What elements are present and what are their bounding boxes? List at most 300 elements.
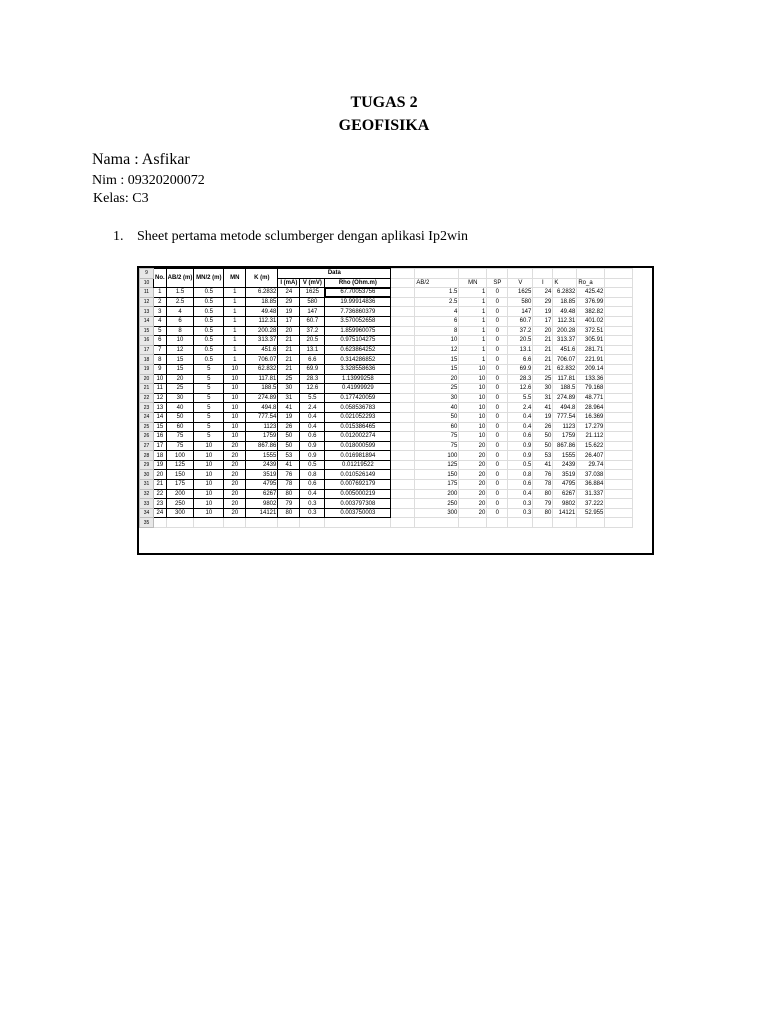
cell-mn[interactable]: 1 [224,336,246,346]
cell-mn2[interactable]: 5 [194,403,224,413]
cell-ab2[interactable]: 12 [166,345,194,355]
right-cell-mn[interactable]: 1 [459,297,487,307]
cell-i[interactable]: 53 [278,451,300,461]
cell-mn[interactable]: 10 [224,364,246,374]
right-cell-i[interactable]: 29 [533,297,553,307]
right-cell-sp[interactable]: 0 [487,288,508,298]
right-cell-v[interactable]: 12.6 [508,384,533,394]
cell-mn[interactable]: 20 [224,480,246,490]
cell-rho[interactable]: 0.975104275 [325,336,391,346]
cell-v[interactable]: 2.4 [300,403,325,413]
right-cell-sp[interactable]: 0 [487,316,508,326]
cell-mn[interactable]: 10 [224,384,246,394]
cell-no[interactable]: 18 [154,451,167,461]
right-cell-mn[interactable]: 10 [459,412,487,422]
cell-k[interactable]: 1555 [246,451,278,461]
cell-k[interactable]: 6267 [246,489,278,499]
cell-k[interactable]: 3519 [246,470,278,480]
right-cell-i[interactable]: 30 [533,384,553,394]
right-cell-i[interactable]: 26 [533,422,553,432]
right-cell-v[interactable]: 13.1 [508,345,533,355]
right-cell-v[interactable]: 1625 [508,288,533,298]
cell-ab2[interactable]: 30 [166,393,194,403]
right-cell-ab2[interactable]: 15 [415,355,459,365]
right-cell-sp[interactable]: 0 [487,451,508,461]
cell-ab2[interactable]: 8 [166,326,194,336]
right-cell-mn[interactable]: 20 [459,451,487,461]
right-cell-roa[interactable]: 401.02 [577,316,605,326]
cell-ab2[interactable]: 100 [166,451,194,461]
right-cell-ab2[interactable]: 100 [415,451,459,461]
right-cell-roa[interactable]: 133.36 [577,374,605,384]
right-cell-roa[interactable]: 28.964 [577,403,605,413]
right-cell-mn[interactable]: 10 [459,364,487,374]
cell-i[interactable]: 78 [278,480,300,490]
right-cell-sp[interactable]: 0 [487,326,508,336]
right-cell-ab2[interactable]: 8 [415,326,459,336]
cell-no[interactable]: 5 [154,326,167,336]
cell-rho[interactable]: 0.003797308 [325,499,391,509]
right-cell-v[interactable]: 0.3 [508,499,533,509]
cell-no[interactable]: 20 [154,470,167,480]
right-cell-roa[interactable]: 376.99 [577,297,605,307]
right-cell-roa[interactable]: 15.622 [577,441,605,451]
cell-no[interactable]: 12 [154,393,167,403]
cell-no[interactable]: 8 [154,355,167,365]
right-cell-ab2[interactable]: 125 [415,460,459,470]
right-cell-mn[interactable]: 10 [459,403,487,413]
cell-mn2[interactable]: 0.5 [194,355,224,365]
right-cell-roa[interactable]: 29.74 [577,460,605,470]
cell-mn[interactable]: 20 [224,441,246,451]
right-cell-v[interactable]: 580 [508,297,533,307]
right-cell-v[interactable]: 0.4 [508,489,533,499]
right-cell-k[interactable]: 1759 [553,432,577,442]
cell-ab2[interactable]: 75 [166,441,194,451]
right-cell-v[interactable]: 37.2 [508,326,533,336]
cell-rho[interactable]: 0.177420059 [325,393,391,403]
right-cell-i[interactable]: 21 [533,336,553,346]
right-cell-ab2[interactable]: 150 [415,470,459,480]
cell-no[interactable]: 17 [154,441,167,451]
cell-ab2[interactable]: 4 [166,307,194,317]
cell-no[interactable]: 22 [154,489,167,499]
cell-mn[interactable]: 10 [224,403,246,413]
cell-mn[interactable]: 10 [224,393,246,403]
cell-mn2[interactable]: 10 [194,441,224,451]
right-cell-roa[interactable]: 209.14 [577,364,605,374]
cell-mn2[interactable]: 5 [194,374,224,384]
cell-v[interactable]: 5.5 [300,393,325,403]
cell-rho[interactable]: 0.012002274 [325,432,391,442]
right-cell-sp[interactable]: 0 [487,470,508,480]
cell-v[interactable]: 0.8 [300,470,325,480]
cell-ab2[interactable]: 60 [166,422,194,432]
cell-rho[interactable]: 0.007692179 [325,480,391,490]
cell-mn2[interactable]: 0.5 [194,316,224,326]
right-cell-sp[interactable]: 0 [487,441,508,451]
right-cell-i[interactable]: 19 [533,412,553,422]
cell-mn2[interactable]: 0.5 [194,345,224,355]
cell-no[interactable]: 2 [154,297,167,307]
cell-mn[interactable]: 1 [224,307,246,317]
cell-i[interactable]: 17 [278,316,300,326]
right-cell-sp[interactable]: 0 [487,432,508,442]
cell-mn[interactable]: 20 [224,470,246,480]
right-cell-roa[interactable]: 52.955 [577,508,605,518]
cell-mn[interactable]: 10 [224,422,246,432]
right-cell-roa[interactable]: 16.369 [577,412,605,422]
right-cell-ab2[interactable]: 300 [415,508,459,518]
right-cell-roa[interactable]: 48.771 [577,393,605,403]
right-cell-sp[interactable]: 0 [487,422,508,432]
right-cell-v[interactable]: 0.5 [508,460,533,470]
cell-mn[interactable]: 20 [224,489,246,499]
right-cell-roa[interactable]: 382.82 [577,307,605,317]
right-cell-k[interactable]: 62.832 [553,364,577,374]
cell-i[interactable]: 80 [278,508,300,518]
cell-k[interactable]: 451.6 [246,345,278,355]
cell-no[interactable]: 7 [154,345,167,355]
cell-rho[interactable]: 0.010526149 [325,470,391,480]
cell-no[interactable]: 13 [154,403,167,413]
right-cell-roa[interactable]: 21.112 [577,432,605,442]
right-cell-ab2[interactable]: 75 [415,441,459,451]
cell-v[interactable]: 13.1 [300,345,325,355]
cell-ab2[interactable]: 1.5 [166,288,194,298]
cell-rho[interactable]: 0.058536783 [325,403,391,413]
right-cell-i[interactable]: 80 [533,489,553,499]
cell-i[interactable]: 41 [278,403,300,413]
cell-ab2[interactable]: 20 [166,374,194,384]
right-cell-ab2[interactable]: 6 [415,316,459,326]
cell-ab2[interactable]: 15 [166,355,194,365]
cell-ab2[interactable]: 300 [166,508,194,518]
cell-no[interactable]: 1 [154,288,167,298]
cell-k[interactable]: 200.28 [246,326,278,336]
right-cell-sp[interactable]: 0 [487,297,508,307]
right-cell-k[interactable]: 6267 [553,489,577,499]
right-cell-sp[interactable]: 0 [487,460,508,470]
right-cell-mn[interactable]: 10 [459,393,487,403]
right-cell-ab2[interactable]: 75 [415,432,459,442]
right-cell-v[interactable]: 0.4 [508,412,533,422]
right-cell-mn[interactable]: 20 [459,441,487,451]
right-cell-i[interactable]: 78 [533,480,553,490]
right-cell-sp[interactable]: 0 [487,345,508,355]
right-cell-v[interactable]: 147 [508,307,533,317]
right-cell-k[interactable]: 313.37 [553,336,577,346]
right-cell-sp[interactable]: 0 [487,412,508,422]
cell-rho[interactable]: 0.01219522 [325,460,391,470]
right-cell-sp[interactable]: 0 [487,355,508,365]
right-cell-i[interactable]: 17 [533,316,553,326]
right-cell-ab2[interactable]: 4 [415,307,459,317]
cell-ab2[interactable]: 200 [166,489,194,499]
cell-mn2[interactable]: 10 [194,451,224,461]
right-cell-roa[interactable]: 305.91 [577,336,605,346]
right-cell-v[interactable]: 20.5 [508,336,533,346]
cell-i[interactable]: 21 [278,336,300,346]
cell-no[interactable]: 14 [154,412,167,422]
right-cell-k[interactable]: 2439 [553,460,577,470]
cell-v[interactable]: 0.9 [300,451,325,461]
right-cell-sp[interactable]: 0 [487,403,508,413]
cell-ab2[interactable]: 50 [166,412,194,422]
right-cell-mn[interactable]: 1 [459,307,487,317]
right-cell-i[interactable]: 31 [533,393,553,403]
cell-i[interactable]: 21 [278,345,300,355]
cell-mn[interactable]: 1 [224,297,246,307]
cell-rho[interactable]: 0.41999929 [325,384,391,394]
cell-i[interactable]: 30 [278,384,300,394]
cell-k[interactable]: 4795 [246,480,278,490]
right-cell-mn[interactable]: 1 [459,355,487,365]
right-cell-sp[interactable]: 0 [487,364,508,374]
cell-no[interactable]: 3 [154,307,167,317]
right-cell-sp[interactable]: 0 [487,374,508,384]
cell-mn2[interactable]: 0.5 [194,307,224,317]
cell-k[interactable]: 14121 [246,508,278,518]
cell-i[interactable]: 50 [278,441,300,451]
cell-i[interactable]: 76 [278,470,300,480]
cell-no[interactable]: 6 [154,336,167,346]
right-cell-mn[interactable]: 10 [459,422,487,432]
cell-ab2[interactable]: 10 [166,336,194,346]
cell-mn2[interactable]: 0.5 [194,336,224,346]
right-cell-k[interactable]: 867.86 [553,441,577,451]
right-cell-ab2[interactable]: 20 [415,374,459,384]
right-cell-v[interactable]: 0.9 [508,451,533,461]
right-cell-mn[interactable]: 10 [459,374,487,384]
right-cell-roa[interactable]: 79.168 [577,384,605,394]
right-cell-k[interactable]: 117.81 [553,374,577,384]
right-cell-ab2[interactable]: 175 [415,480,459,490]
right-cell-ab2[interactable]: 40 [415,403,459,413]
cell-v[interactable]: 0.4 [300,412,325,422]
right-cell-k[interactable]: 706.07 [553,355,577,365]
cell-v[interactable]: 28.3 [300,374,325,384]
cell-rho[interactable]: 3.570052658 [325,316,391,326]
right-cell-k[interactable]: 3519 [553,470,577,480]
cell-mn2[interactable]: 5 [194,412,224,422]
cell-mn2[interactable]: 10 [194,480,224,490]
right-cell-mn[interactable]: 1 [459,326,487,336]
cell-v[interactable]: 0.4 [300,489,325,499]
right-cell-v[interactable]: 6.6 [508,355,533,365]
right-cell-v[interactable]: 2.4 [508,403,533,413]
right-cell-ab2[interactable]: 10 [415,336,459,346]
cell-i[interactable]: 80 [278,489,300,499]
right-cell-i[interactable]: 19 [533,307,553,317]
cell-rho[interactable]: 0.015386465 [325,422,391,432]
cell-no[interactable]: 10 [154,374,167,384]
cell-v[interactable]: 1625 [300,288,325,298]
right-cell-roa[interactable]: 31.337 [577,489,605,499]
cell-no[interactable]: 4 [154,316,167,326]
cell-rho[interactable]: 0.314286852 [325,355,391,365]
cell-v[interactable]: 0.9 [300,441,325,451]
cell-k[interactable]: 777.54 [246,412,278,422]
cell-i[interactable]: 19 [278,412,300,422]
cell-mn2[interactable]: 0.5 [194,297,224,307]
cell-k[interactable]: 1123 [246,422,278,432]
cell-mn[interactable]: 1 [224,355,246,365]
right-cell-v[interactable]: 0.8 [508,470,533,480]
right-cell-k[interactable]: 274.89 [553,393,577,403]
right-cell-mn[interactable]: 1 [459,336,487,346]
cell-v[interactable]: 12.6 [300,384,325,394]
right-cell-sp[interactable]: 0 [487,393,508,403]
right-cell-i[interactable]: 41 [533,460,553,470]
right-cell-k[interactable]: 9802 [553,499,577,509]
right-cell-k[interactable]: 4795 [553,480,577,490]
cell-mn2[interactable]: 10 [194,460,224,470]
right-cell-sp[interactable]: 0 [487,384,508,394]
right-cell-k[interactable]: 451.6 [553,345,577,355]
cell-mn2[interactable]: 5 [194,393,224,403]
cell-mn2[interactable]: 5 [194,384,224,394]
right-cell-roa[interactable]: 37.222 [577,499,605,509]
cell-no[interactable]: 9 [154,364,167,374]
cell-k[interactable]: 62.832 [246,364,278,374]
right-cell-v[interactable]: 0.6 [508,432,533,442]
cell-rho[interactable]: 0.021052293 [325,412,391,422]
right-cell-k[interactable]: 777.54 [553,412,577,422]
cell-mn[interactable]: 1 [224,316,246,326]
right-cell-ab2[interactable]: 25 [415,384,459,394]
cell-k[interactable]: 2439 [246,460,278,470]
right-cell-roa[interactable]: 372.51 [577,326,605,336]
cell-mn[interactable]: 1 [224,288,246,298]
right-cell-k[interactable]: 49.48 [553,307,577,317]
cell-k[interactable]: 706.07 [246,355,278,365]
cell-i[interactable]: 19 [278,307,300,317]
cell-ab2[interactable]: 2.5 [166,297,194,307]
right-cell-k[interactable]: 1555 [553,451,577,461]
right-cell-ab2[interactable]: 50 [415,412,459,422]
right-cell-sp[interactable]: 0 [487,508,508,518]
cell-k[interactable]: 112.31 [246,316,278,326]
right-cell-mn[interactable]: 1 [459,288,487,298]
right-cell-i[interactable]: 53 [533,451,553,461]
right-cell-roa[interactable]: 425.42 [577,288,605,298]
right-cell-k[interactable]: 1123 [553,422,577,432]
right-cell-mn[interactable]: 20 [459,470,487,480]
cell-v[interactable]: 0.6 [300,432,325,442]
cell-mn2[interactable]: 10 [194,499,224,509]
cell-i[interactable]: 50 [278,432,300,442]
cell-v[interactable]: 147 [300,307,325,317]
right-cell-k[interactable]: 188.5 [553,384,577,394]
cell-v[interactable]: 20.5 [300,336,325,346]
cell-i[interactable]: 24 [278,288,300,298]
right-cell-roa[interactable]: 37.038 [577,470,605,480]
cell-ab2[interactable]: 250 [166,499,194,509]
right-cell-k[interactable]: 14121 [553,508,577,518]
cell-mn2[interactable]: 0.5 [194,288,224,298]
right-cell-i[interactable]: 80 [533,508,553,518]
cell-mn2[interactable]: 5 [194,432,224,442]
right-cell-i[interactable]: 76 [533,470,553,480]
right-cell-ab2[interactable]: 15 [415,364,459,374]
cell-mn[interactable]: 20 [224,499,246,509]
right-cell-mn[interactable]: 20 [459,480,487,490]
cell-v[interactable]: 0.5 [300,460,325,470]
cell-i[interactable]: 31 [278,393,300,403]
cell-mn[interactable]: 20 [224,508,246,518]
right-cell-sp[interactable]: 0 [487,499,508,509]
right-cell-roa[interactable]: 26.407 [577,451,605,461]
right-cell-k[interactable]: 494.8 [553,403,577,413]
right-cell-i[interactable]: 79 [533,499,553,509]
right-cell-sp[interactable]: 0 [487,336,508,346]
cell-rho[interactable]: 0.018000599 [325,441,391,451]
cell-no[interactable]: 11 [154,384,167,394]
cell-i[interactable]: 20 [278,326,300,336]
right-cell-ab2[interactable]: 200 [415,489,459,499]
cell-rho[interactable]: 1.859960075 [325,326,391,336]
cell-k[interactable]: 188.5 [246,384,278,394]
right-cell-ab2[interactable]: 30 [415,393,459,403]
cell-mn2[interactable]: 5 [194,422,224,432]
right-cell-v[interactable]: 0.9 [508,441,533,451]
cell-k[interactable]: 49.48 [246,307,278,317]
cell-v[interactable]: 580 [300,297,325,307]
right-cell-ab2[interactable]: 1.5 [415,288,459,298]
cell-v[interactable]: 0.3 [300,508,325,518]
cell-k[interactable]: 1759 [246,432,278,442]
right-cell-v[interactable]: 5.5 [508,393,533,403]
cell-no[interactable]: 16 [154,432,167,442]
right-cell-mn[interactable]: 10 [459,432,487,442]
right-cell-roa[interactable]: 36.884 [577,480,605,490]
right-cell-v[interactable]: 0.4 [508,422,533,432]
right-cell-roa[interactable]: 17.279 [577,422,605,432]
cell-rho[interactable]: 67.70053756 [325,288,391,298]
right-cell-mn[interactable]: 20 [459,499,487,509]
right-cell-i[interactable]: 24 [533,288,553,298]
cell-rho[interactable]: 19.99914836 [325,297,391,307]
cell-mn[interactable]: 10 [224,432,246,442]
right-cell-v[interactable]: 69.9 [508,364,533,374]
right-cell-v[interactable]: 28.3 [508,374,533,384]
cell-i[interactable]: 41 [278,460,300,470]
cell-mn2[interactable]: 10 [194,508,224,518]
right-cell-i[interactable]: 21 [533,355,553,365]
cell-ab2[interactable]: 125 [166,460,194,470]
cell-k[interactable]: 9802 [246,499,278,509]
cell-mn[interactable]: 10 [224,412,246,422]
right-cell-k[interactable]: 112.31 [553,316,577,326]
cell-v[interactable]: 0.3 [300,499,325,509]
cell-i[interactable]: 79 [278,499,300,509]
cell-no[interactable]: 19 [154,460,167,470]
cell-k[interactable]: 18.85 [246,297,278,307]
cell-no[interactable]: 15 [154,422,167,432]
cell-rho[interactable]: 3.328558636 [325,364,391,374]
right-cell-i[interactable]: 50 [533,432,553,442]
right-cell-mn[interactable]: 20 [459,489,487,499]
right-cell-v[interactable]: 0.6 [508,480,533,490]
right-cell-i[interactable]: 50 [533,441,553,451]
cell-v[interactable]: 60.7 [300,316,325,326]
right-cell-ab2[interactable]: 2.5 [415,297,459,307]
right-cell-sp[interactable]: 0 [487,307,508,317]
cell-rho[interactable]: 7.736860379 [325,307,391,317]
right-cell-k[interactable]: 18.85 [553,297,577,307]
cell-no[interactable]: 21 [154,480,167,490]
